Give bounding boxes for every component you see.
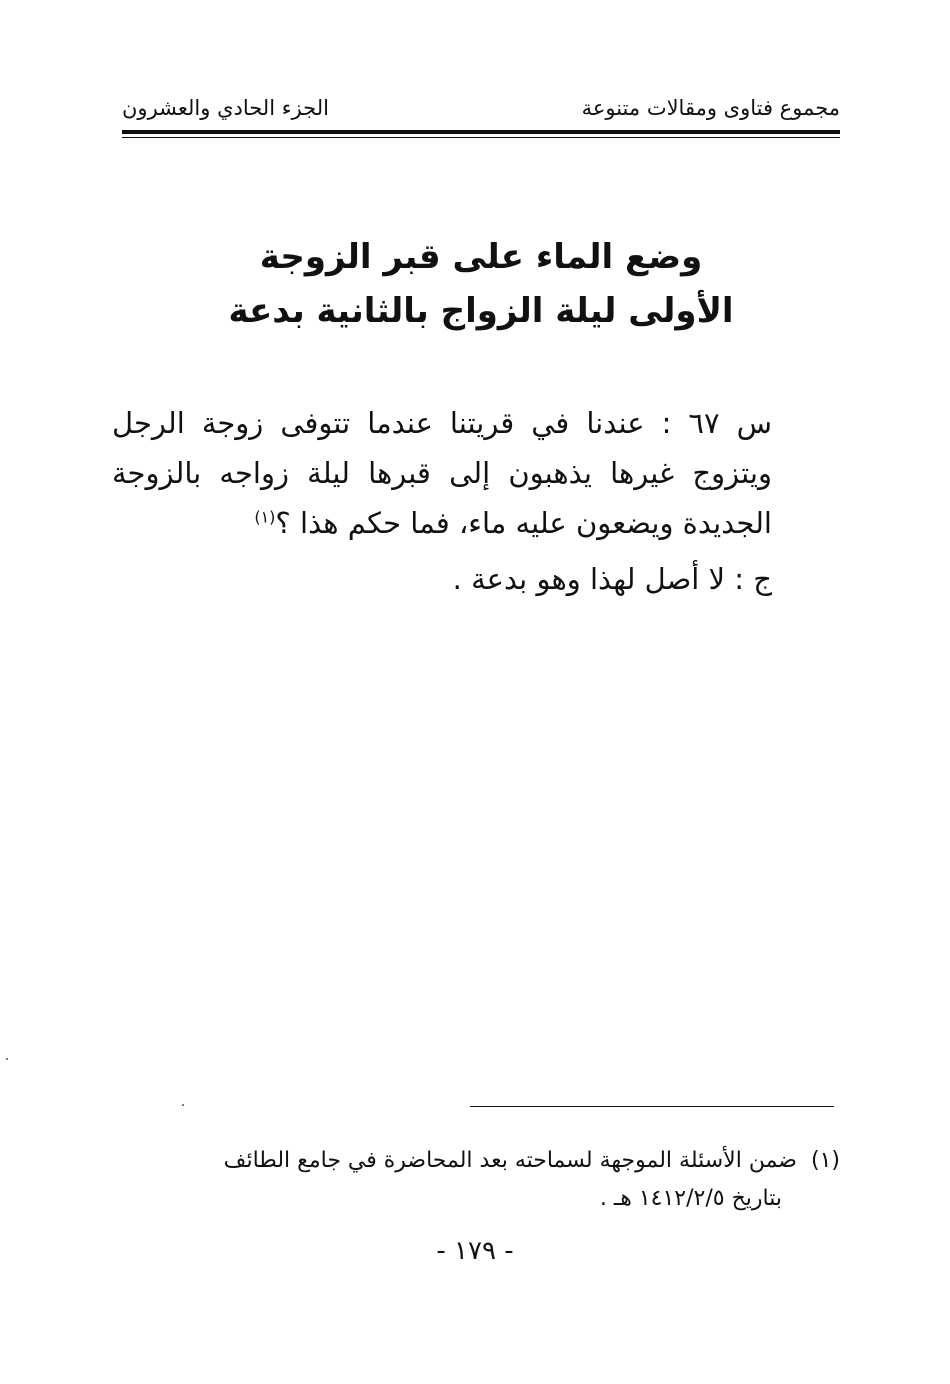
fatwa-body xyxy=(112,398,772,604)
header-rule-thin xyxy=(122,137,840,138)
title-line-2: الأولى ليلة الزواج بالثانية بدعة xyxy=(228,291,734,331)
question-footnote-ref: (١) xyxy=(254,507,276,527)
header-volume: الجزء الحادي والعشرون xyxy=(122,96,329,120)
scan-speck xyxy=(182,1104,184,1106)
header-book-title: مجموع فتاوى ومقالات متنوعة xyxy=(581,96,840,120)
question-paragraph xyxy=(112,398,772,548)
fatwa-title xyxy=(122,230,840,338)
footnote xyxy=(110,1142,840,1218)
footnote-mark: (١) xyxy=(810,1148,840,1173)
question-text: س ٦٧ : عندنا في قريتنا عندما تتوفى زوجة الرجل ويتزوج غيرها يذهبون إلى قبرها ليلة زواجه بالزوجة الجديدة ويضعون عليه ماء، فما حكم هذا ؟ xyxy=(112,406,772,540)
answer-text: ج : لا أصل لهذا وهو بدعة . xyxy=(452,562,772,596)
footnote-line-1: ضمن الأسئلة الموجهة لسماحته بعد المحاضرة في جامع الطائف xyxy=(223,1148,797,1173)
running-header xyxy=(122,96,840,128)
footnote-separator xyxy=(470,1106,834,1107)
header-rule-thick xyxy=(122,130,840,134)
page-number: - ١٧٩ - xyxy=(436,1236,514,1266)
footnote-line-2: بتاريخ ١٤١٢/٢/٥ هـ . xyxy=(599,1186,782,1211)
answer-paragraph xyxy=(112,554,772,604)
scan-speck xyxy=(6,1058,8,1060)
title-line-1: وضع الماء على قبر الزوجة xyxy=(259,237,703,277)
